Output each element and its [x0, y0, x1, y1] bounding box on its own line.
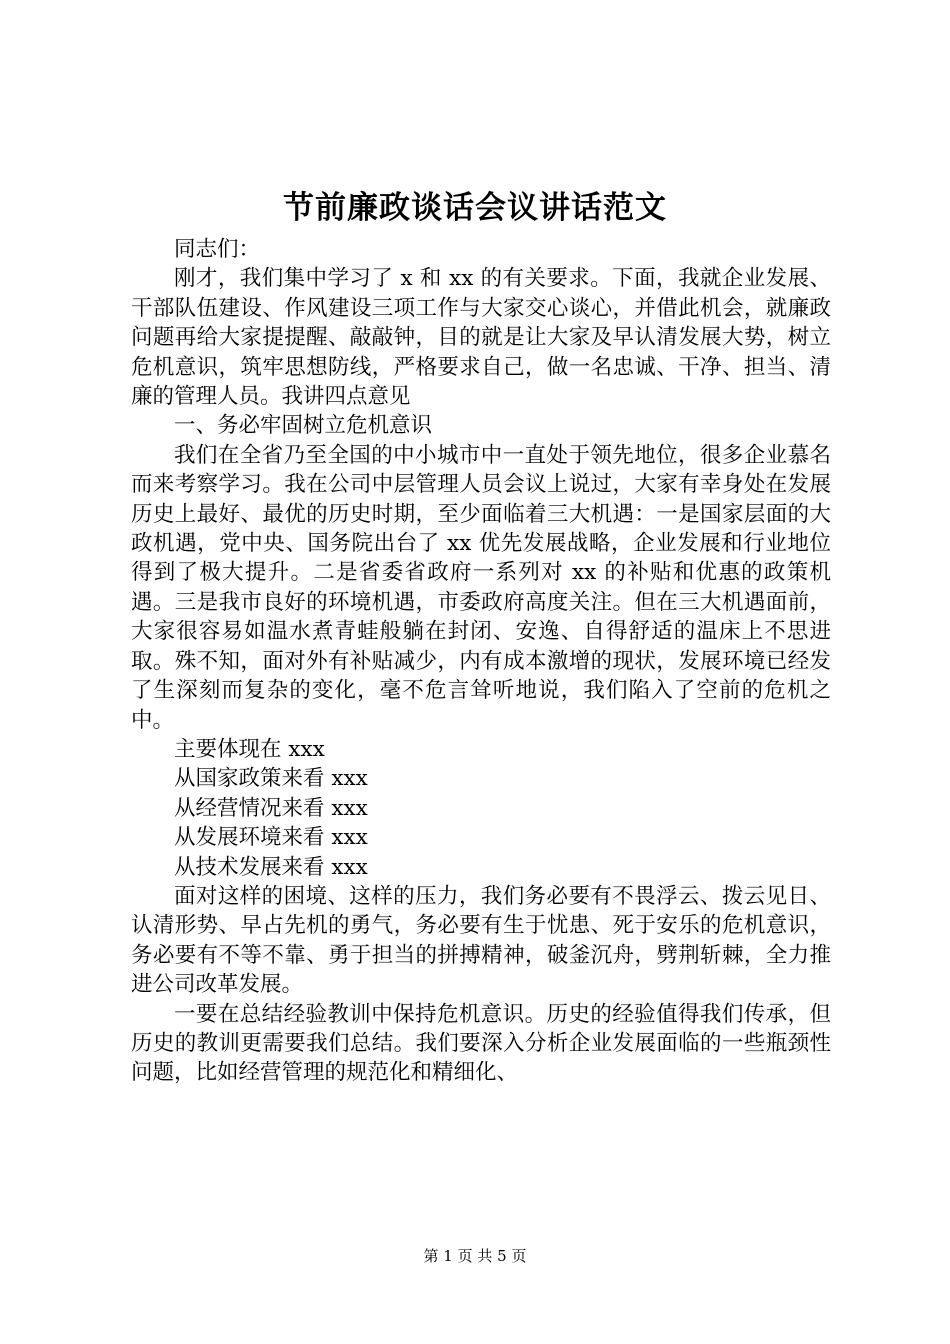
document-body [131, 235, 831, 1088]
paragraph-operations: 从经营情况来看 xxx [174, 795, 368, 821]
page-number-footer: 第 1 页 共 5 页 [423, 1247, 527, 1265]
paragraph-salutation: 同志们： [174, 237, 261, 262]
paragraph-pressure: 面对这样的困境、这样的压力，我们务必要有不畏浮云、拨云见日、认清形势、早占先机的勇气，务必要有生于忧患、死于安乐的危机意识，务必要有不等不靠、勇于担当的拼搏精神，破釜沉舟，劈荆斩棘，全力推进公司改革发展。 [131, 883, 831, 998]
paragraph-policy: 从国家政策来看 xxx [174, 766, 368, 792]
document-title: 节前廉政谈话会议讲话范文 [283, 190, 667, 226]
paragraph-opportunities: 我们在全省乃至全国的中小城市中一直处于领先地位，很多企业慕名而来考察学习。我在公司中层管理人员会议上说过，大家有幸身处在发展历史上最好、最优的历史时期，至少面临着三大机遇：一是国家层面的大政机遇，党中央、国务院出台了 xx 优先发展战略，企业发展和行业地位得到了极大提升。二是省委省政府一系列对 xx 的补贴和优惠的政策机遇。三是我市良好的环境机遇，市委政府高度关注。但在三大机遇面前，大家很容易如温水煮青蛙般躺在封闭、安逸、自得舒适的温床上不思进取。殊不知，面对外有补贴减少，内有成本激增的现状，发展环境已经发了生深刻而复杂的变化，毫不危言耸听地说，我们陷入了空前的危机之中。 [131, 442, 831, 733]
paragraph-main-aspects: 主要体现在 xxx [174, 736, 325, 762]
paragraph-lessons: 一要在总结经验教训中保持危机意识。历史的经验值得我们传承，但历史的教训更需要我们总结。我们要深入分析企业发展面临的一些瓶颈性问题，比如经营管理的规范化和精细化、 [131, 1001, 831, 1086]
paragraph-environment: 从发展环境来看 xxx [174, 825, 368, 851]
paragraph-technology: 从技术发展来看 xxx [174, 854, 368, 880]
section-heading-1: 一、务必牢固树立危机意识 [174, 413, 433, 439]
paragraph-intro: 刚才，我们集中学习了 x 和 xx 的有关要求。下面，我就企业发展、干部队伍建设、作风建设三项工作与大家交心谈心，并借此机会，就廉政问题再给大家提提醒、敲敲钟，目的就是让大家及早认清发展大势，树立危机意识，筑牢思想防线，严格要求自己，做一名忠诚、干净、担当、清廉的管理人员。我讲四点意见 [131, 266, 831, 410]
